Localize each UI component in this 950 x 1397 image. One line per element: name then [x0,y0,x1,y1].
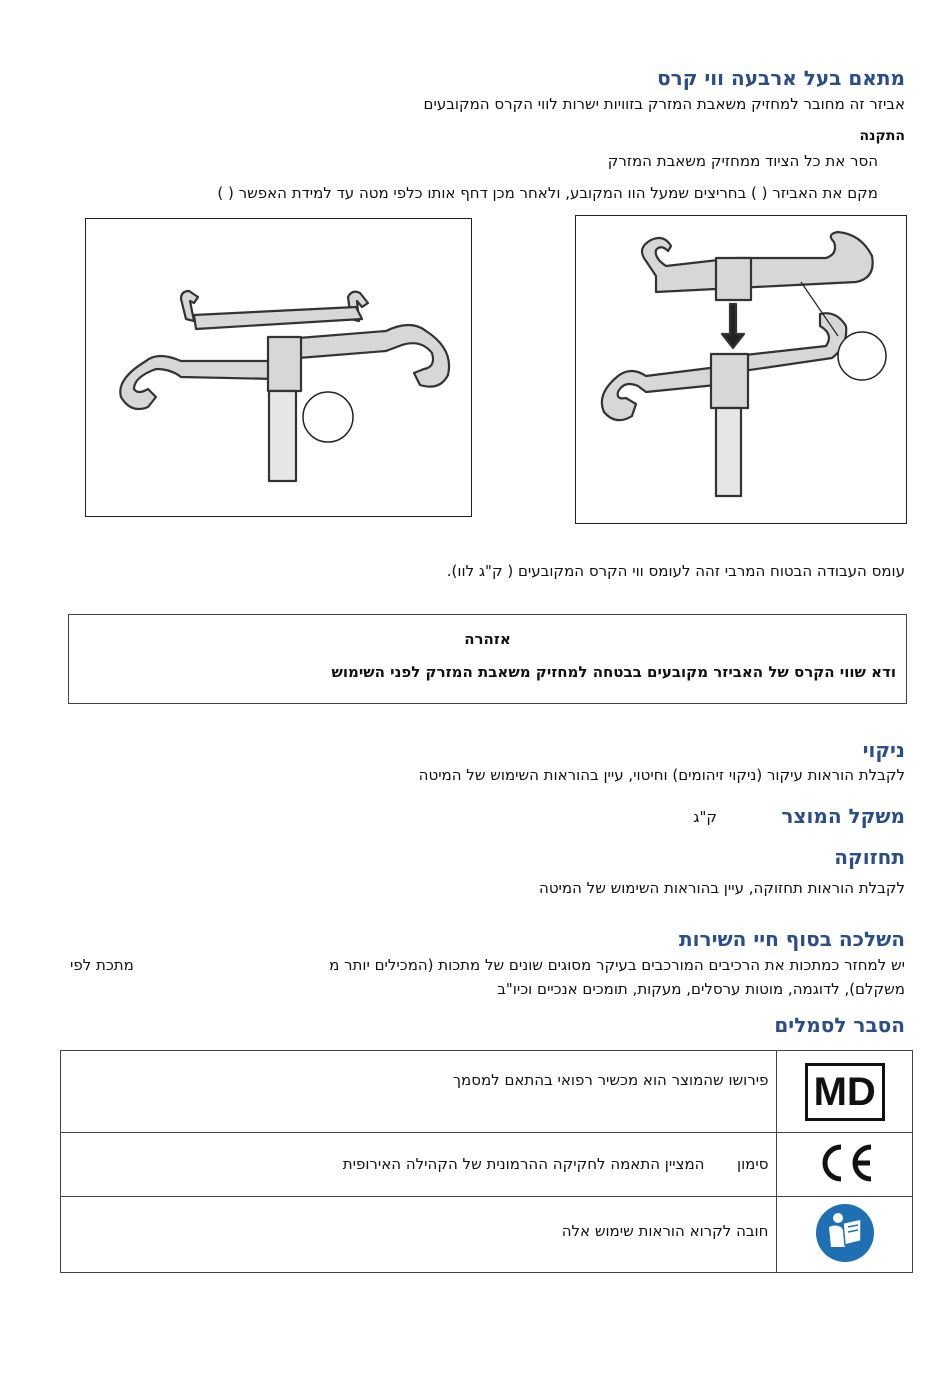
disposal-line-2: משקלם), לדוגמה, מוטות ערסלים, מעקות, תומכים אנכיים וכיו"ב [497,980,905,998]
table-row [61,1051,913,1133]
maintenance-text: לקבלת הוראות תחזוקה, עיין בהוראות השימוש של המיטה [539,879,905,897]
warning-box [68,614,907,704]
figure-installed-adapter [85,218,472,517]
cleaning-text: לקבלת הוראות עיקור (ניקוי זיהומים) וחיטוי, עיין בהוראות השימוש של המיטה [418,766,905,784]
adapter-description: אביזר זה מחובר למחזיק משאבת המזרק בזוויות ישרות לווי הקרס המקובעים [423,95,905,113]
section-title-adapter: מתאם בעל ארבעה ווי קרס [657,66,905,90]
symbol-ce-label: סימון [737,1155,769,1173]
disposal-line-1: יש למחזר כמתכות את הרכיבים המורכבים בעיקר מסוגים שונים של מתכות (המכילים יותר מ [329,956,905,974]
read-manual-icon [815,1203,875,1263]
disposal-line-1-end: מתכת לפי [70,956,134,974]
disposal-title: השלכה בסוף חיי השירות [679,927,905,951]
cleaning-title: ניקוי [862,738,905,762]
symbols-title: הסבר לסמלים [774,1013,905,1037]
install-step-2: מקם את האביזר ( ) בחריצים שמעל הוו המקובע, ולאחר מכן דחף אותו כלפי מטה עד למידת האפשר ( ) [217,184,878,202]
safe-working-load: עומס העבודה הבטוח המרבי זהה לעומס ווי הקרס המקובעים ( ק"ג לוו). [446,562,905,580]
maintenance-title: תחזוקה [834,845,905,869]
symbols-table [60,1050,913,1273]
symbol-md-description: פירושו שהמוצר הוא מכשיר רפואי בהתאם למסמך [452,1071,769,1089]
product-weight-value: ק"ג [693,808,717,826]
product-weight-title: משקל המוצר [781,804,905,828]
install-heading: התקנה [859,128,905,144]
symbol-ce-description: המציין התאמה לחקיקה ההרמונית של הקהילה האירופית [342,1155,705,1173]
md-icon: MD [805,1063,885,1121]
figure-adapter-insertion [575,215,907,524]
warning-text: ודא שווי הקרס של האביזר מקובעים בבטחה למחזיק משאבת המזרק לפני השימוש [331,663,896,681]
table-row [61,1197,913,1273]
ce-icon [813,1141,877,1185]
symbol-manual-description: חובה לקרוא הוראות שימוש אלה [561,1222,769,1240]
install-step-1: הסר את כל הציוד ממחזיק משאבת המזרק [607,152,878,170]
table-row [61,1133,913,1197]
warning-title: אזהרה [464,630,511,648]
